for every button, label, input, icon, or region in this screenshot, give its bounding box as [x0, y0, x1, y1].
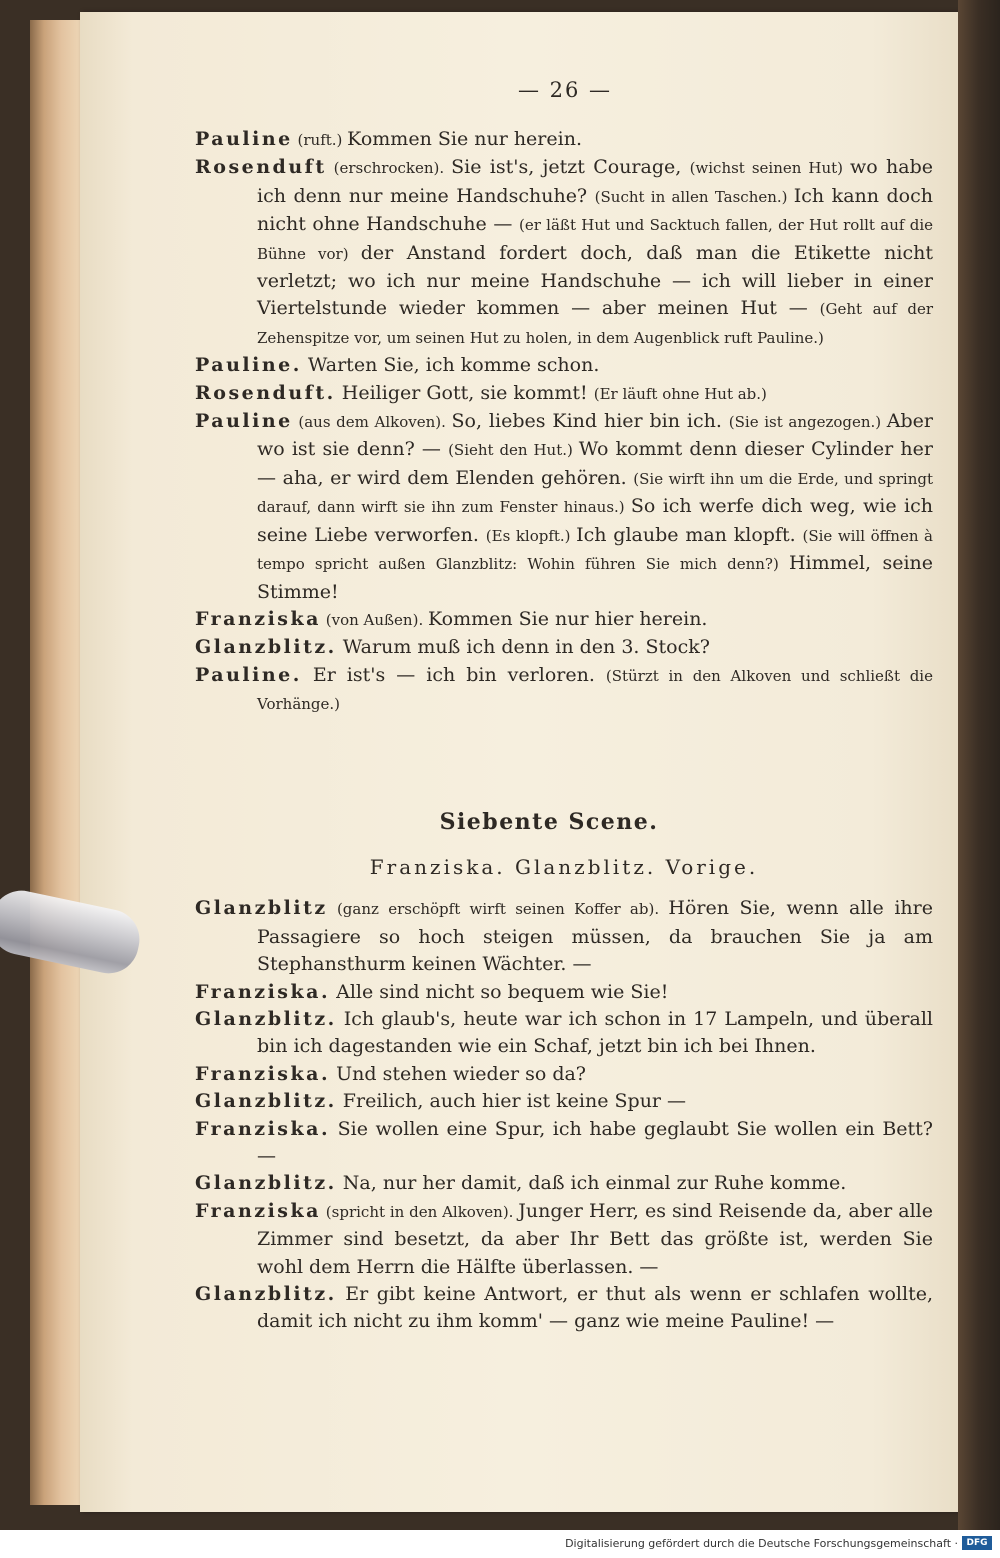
dialogue-paragraph: [195, 1088, 933, 1115]
dialogue-paragraph: [195, 606, 933, 634]
speaker-name: Pauline.: [195, 354, 302, 377]
dialogue-paragraph: [195, 154, 933, 352]
speaker-name: Franziska: [195, 1199, 321, 1222]
spoken-line: Wo kommt denn dieser Cylinder her — aha, er wird dem Elenden gehören.: [257, 438, 933, 489]
dialogue-paragraph: [195, 126, 933, 154]
speaker-name: Rosenduft: [195, 156, 327, 179]
spoken-line: Kommen Sie nur hier herein.: [427, 607, 708, 630]
stage-direction: (Sie ist angezogen.): [728, 413, 887, 432]
dialogue-paragraph: [195, 634, 933, 661]
stage-direction: (Sieht den Hut.): [448, 441, 579, 460]
funding-credit: Digitalisierung gefördert durch die Deutsche Forschungsgemeinschaft ·: [565, 1537, 958, 1550]
scene-title: Siebente Scene.: [439, 808, 659, 835]
speaker-name: Glanzblitz: [195, 897, 328, 920]
speaker-name: Pauline.: [195, 663, 302, 686]
speaker-name: Pauline: [195, 128, 293, 150]
page-number: — 26 —: [517, 78, 613, 102]
spoken-line: Junger Herr, es sind Reisende da, aber alle Zimmer sind besetzt, da aber Ihr Bett das größte ist, werden Sie wohl dem Herrn die Hälfte überlassen. —: [257, 1199, 933, 1278]
stage-direction: (wichst seinen Hut): [689, 159, 851, 178]
stage-direction: (von Außen).: [320, 610, 428, 629]
speaker-name: Franziska.: [195, 980, 331, 1003]
stage-direction: (er läßt Hut und Sacktuch fallen, der Hut rollt auf die Bühne vor): [257, 216, 933, 263]
spoken-line: Ich glaub's, heute war ich schon in 17 Lampeln, und überall bin ich dagestanden wie ein Schaf, jetzt bin ich bei Ihnen.: [257, 1007, 933, 1058]
speaker-name: Franziska: [195, 607, 321, 630]
dfg-logo: DFG: [962, 1536, 992, 1550]
dialogue-paragraph: [195, 662, 933, 719]
speaker-name: Rosenduft.: [195, 381, 336, 404]
stage-direction: (Es klopft.): [485, 526, 577, 545]
stage-direction: (Sucht in allen Taschen.): [594, 187, 794, 206]
footer-bar: [0, 1530, 1000, 1558]
stage-direction: (Geht auf der Zehenspitze vor, um seinen Hut zu holen, in dem Augenblick ruft Pauline.): [257, 300, 933, 347]
stage-direction: (Stürzt in den Alkoven und schließt die Vorhänge.): [257, 666, 933, 714]
stage-direction: (Sie will öffnen à tempo spricht außen Glanzblitz: Wohin führen Sie mich denn?): [257, 526, 933, 574]
spoken-line: Und stehen wieder so da?: [330, 1062, 586, 1085]
page-text: [195, 78, 933, 1336]
spoken-line: Himmel, seine Stimme!: [257, 552, 934, 603]
dialogue-paragraph: [195, 352, 933, 379]
spoken-line: Warten Sie, ich komme schon.: [301, 354, 600, 377]
stage-direction: (Er läuft ohne Hut ab.): [593, 384, 767, 403]
spoken-line: Er ist's — ich bin verloren.: [301, 663, 606, 686]
spoken-line: Sie ist's, jetzt Courage,: [451, 156, 690, 179]
spoken-line: Na, nur her damit, daß ich einmal zur Ruhe komme.: [336, 1172, 847, 1195]
dialogue-block-1: [195, 126, 933, 719]
dialogue-block-2: [195, 895, 933, 1336]
spoken-line: Alle sind nicht so bequem wie Sie!: [330, 980, 669, 1003]
spoken-line: So, liebes Kind hier bin ich.: [451, 410, 729, 433]
dialogue-paragraph: [195, 1170, 933, 1197]
speaker-name: Glanzblitz.: [195, 1172, 337, 1195]
speaker-name: Pauline: [195, 410, 293, 433]
dialogue-paragraph: [195, 1116, 933, 1171]
spoken-line: Freilich, auch hier ist keine Spur —: [336, 1090, 687, 1113]
stage-direction: (aus dem Alkoven).: [292, 413, 452, 432]
spoken-line: der Anstand fordert doch, daß man die Etikette nicht verletzt; wo ich nur meine Handschuhe — ich will lieber in einer Viertelstunde wieder kommen — aber meinen Hut —: [257, 241, 934, 320]
speaker-name: Glanzblitz.: [195, 636, 337, 659]
speaker-name: Glanzblitz.: [195, 1283, 337, 1306]
spoken-line: wo habe ich denn nur meine Handschuhe?: [257, 156, 933, 207]
stage-direction: (spricht in den Alkoven).: [320, 1202, 519, 1221]
dialogue-paragraph: [195, 408, 933, 606]
dialogue-paragraph: [195, 895, 933, 978]
dialogue-paragraph: [195, 380, 933, 408]
spoken-line: Heiliger Gott, sie kommt!: [335, 381, 594, 404]
speaker-name: Glanzblitz.: [195, 1007, 337, 1030]
stage-direction: (erschrocken).: [326, 159, 452, 178]
dialogue-paragraph: [195, 1006, 933, 1061]
speaker-name: Franziska.: [195, 1062, 331, 1085]
spoken-line: Ich glaube man klopft.: [576, 523, 803, 546]
spoken-line: Hören Sie, wenn alle ihre Passagiere so hoch steigen müssen, da brauchen Sie ja am Stephansthurm keinen Wächter. —: [257, 897, 933, 976]
spoken-line: Aber wo ist sie denn? —: [257, 410, 934, 461]
spoken-line: Warum muß ich denn in den 3. Stock?: [336, 636, 710, 659]
spoken-line: Sie wollen eine Spur, ich habe geglaubt Sie wollen ein Bett? —: [257, 1117, 933, 1167]
book-spine-shadow: [958, 0, 1000, 1530]
speaker-name: Franziska.: [195, 1117, 331, 1140]
stage-direction: (Sie wirft ihn um die Erde, und springt darauf, dann wirft sie ihn zum Fenster hinaus.): [257, 469, 933, 517]
dialogue-paragraph: [195, 979, 933, 1006]
spoken-line: Ich kann doch nicht ohne Handschuhe —: [257, 184, 934, 236]
speaker-name: Glanzblitz.: [195, 1090, 337, 1113]
scene-characters: Franziska. Glanzblitz. Vorige.: [369, 854, 759, 879]
spoken-line: Er gibt keine Antwort, er thut als wenn er schlafen wollte, damit ich nicht zu ihm komm' — ganz wie meine Pauline! —: [257, 1283, 933, 1333]
dialogue-paragraph: [195, 1281, 933, 1336]
stage-direction: (ruft.): [292, 131, 348, 149]
spoken-line: Kommen Sie nur herein.: [347, 128, 582, 150]
stage-direction: (ganz erschöpft wirft seinen Koffer ab).: [327, 900, 669, 919]
dialogue-paragraph: [195, 1061, 933, 1088]
spoken-line: So ich werfe dich weg, wie ich seine Liebe verworfen.: [257, 495, 934, 546]
dialogue-paragraph: [195, 1198, 933, 1281]
